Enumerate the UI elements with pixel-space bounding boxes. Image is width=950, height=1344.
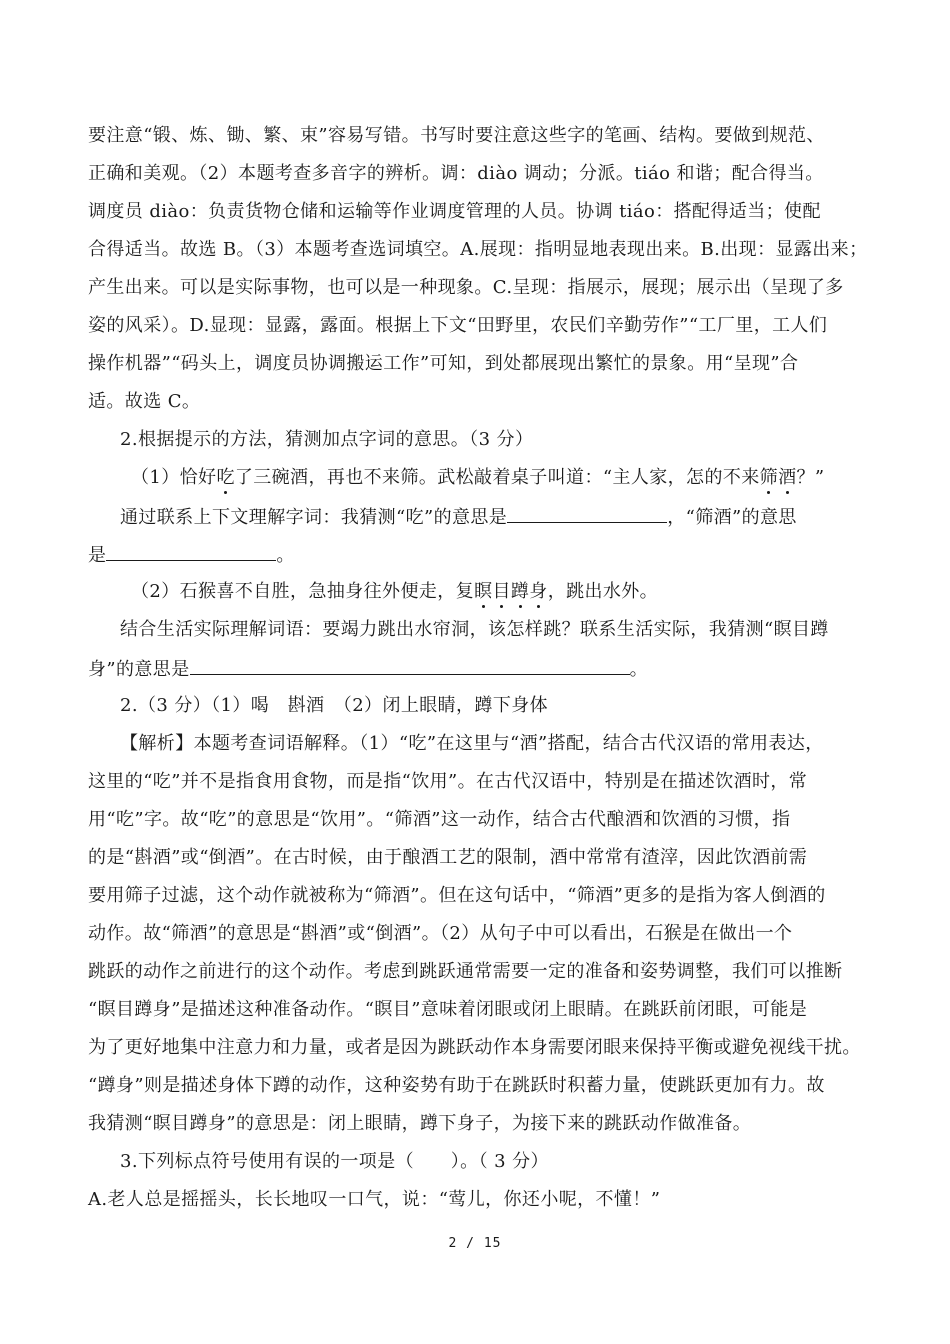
- text-line: 合得适当。故选 B。（3）本题考查选词填空。A.展现：指明显地表现出来。B.出现：显露出来；: [88, 239, 868, 260]
- prompt-text: 是: [88, 545, 107, 566]
- analysis-line: 用“吃”字。故“吃”的意思是“饮用”。“筛酒”这一动作，结合古代酿酒和饮酒的习惯，指: [88, 809, 791, 830]
- dotted-char: 瞑: [474, 581, 493, 602]
- question-2-prompt-2-cont: [88, 656, 878, 682]
- text-line: 产生出来。可以是实际事物，也可以是一种现象。C.呈现：指展示，展现；展示出（呈现了多: [88, 277, 844, 298]
- dotted-char: 筛: [759, 467, 779, 488]
- dotted-char: 酒: [778, 467, 797, 488]
- analysis-line: 跳跃的动作之前进行的这个动作。考虑到跳跃通常需要一定的准备和姿势调整，我们可以推断: [88, 961, 843, 982]
- analysis-line: 为了更好地集中注意力和力量，或者是因为跳跃动作本身需要闭眼来保持平衡或避免视线干扰。: [88, 1037, 861, 1058]
- question-2-sentence-1: [131, 466, 878, 490]
- answer-blank[interactable]: [190, 656, 630, 675]
- question-2-prompt-1: [120, 504, 878, 530]
- question-3-option-a: A.老人总是摇摇头，长长地叹一口气，说：“莺儿，你还小呢，不懂！”: [88, 1189, 661, 1210]
- question-3-title: 3.下列标点符号使用有误的一项是（ ）。（ 3 分）: [120, 1151, 549, 1172]
- text-line: 调度员 diào：负责货物仓储和运输等作业调度管理的人员。协调 tiáo：搭配得适当；使配: [88, 201, 821, 222]
- text-line: 姿的风采）。D.显现：显露，露面。根据上下文“田野里，农民们辛勤劳作”“工厂里，工人们: [88, 315, 828, 336]
- dotted-char: 身: [529, 581, 548, 602]
- dotted-char: 蹲: [510, 581, 530, 602]
- prompt-text: 。: [276, 545, 295, 566]
- text-line: 正确和美观。（2）本题考查多音字的辨析。调：diào 调动；分派。tiáo 和谐；配合得当。: [88, 163, 824, 184]
- answer-blank[interactable]: [507, 504, 667, 523]
- sentence-text: （2）石猴喜不自胜，急抽身往外便走，复: [131, 581, 475, 602]
- answer-blank[interactable]: [106, 542, 276, 561]
- analysis-line: 【解析】本题考查词语解释。（1）“吃”在这里与“酒”搭配，结合古代汉语的常用表达，: [120, 733, 824, 754]
- prompt-text: ，“筛酒”的意思: [667, 507, 797, 528]
- sentence-text: 了三碗酒，再也不来筛。武松敲着桌子叫道：“主人家，怎的不来: [234, 467, 760, 488]
- text-line: 适。故选 C。: [88, 391, 201, 412]
- dotted-char: 吃: [216, 467, 235, 488]
- text-line: 要注意“锻、炼、锄、繁、束”容易写错。书写时要注意这些字的笔画、结构。要做到规范、: [88, 125, 825, 146]
- page-number: 2 / 15: [448, 1236, 502, 1251]
- analysis-line: 动作。故“筛酒”的意思是“斟酒”或“倒酒”。（2）从句子中可以看出，石猴是在做出一个: [88, 923, 793, 944]
- question-2-sentence-2: [131, 580, 878, 604]
- prompt-text: 通过联系上下文理解字词：我猜测“吃”的意思是: [120, 507, 508, 528]
- analysis-line: 要用筛子过滤，这个动作就被称为“筛酒”。但在这句话中，“筛酒”更多的是指为客人倒酒的: [88, 885, 826, 906]
- question-2-prompt-1-cont: [88, 542, 878, 568]
- sentence-text: ，跳出水外。: [547, 581, 659, 602]
- prompt-text: 身”的意思是: [88, 659, 190, 680]
- analysis-line: 这里的“吃”并不是指食用食物，而是指“饮用”。在古代汉语中，特别是在描述饮酒时，常: [88, 771, 808, 792]
- analysis-line: 我猜测“瞑目蹲身”的意思是：闭上眼睛，蹲下身子，为接下来的跳跃动作做准备。: [88, 1113, 752, 1134]
- text-line: 操作机器”“码头上，调度员协调搬运工作”可知，到处都展现出繁忙的景象。用“呈现”合: [88, 353, 799, 374]
- sentence-text: ？”: [796, 467, 825, 488]
- question-2-title: 2.根据提示的方法，猜测加点字词的意思。（3 分）: [120, 429, 534, 450]
- dotted-char: 目: [492, 581, 511, 602]
- analysis-line: “瞑目蹲身”是描述这种准备动作。“瞑目”意味着闭眼或闭上眼睛。在跳跃前闭眼，可能是: [88, 999, 808, 1020]
- question-2-answer: 2.（3 分）（1）喝 斟酒 （2）闭上眼睛，蹲下身体: [120, 695, 549, 716]
- analysis-line: “蹲身”则是描述身体下蹲的动作，这种姿势有助于在跳跃时积蓄力量，使跳跃更加有力。故: [88, 1075, 825, 1096]
- prompt-text: 。: [629, 659, 649, 680]
- question-2-prompt-2: 结合生活实际理解词语：要竭力跳出水帘洞，该怎样跳？联系生活实际，我猜测“瞑目蹲: [120, 619, 829, 640]
- sentence-text: （1）恰好: [131, 467, 217, 488]
- analysis-line: 的是“斟酒”或“倒酒”。在古时候，由于酿酒工艺的限制，酒中常常有渣滓，因此饮酒前需: [88, 847, 808, 868]
